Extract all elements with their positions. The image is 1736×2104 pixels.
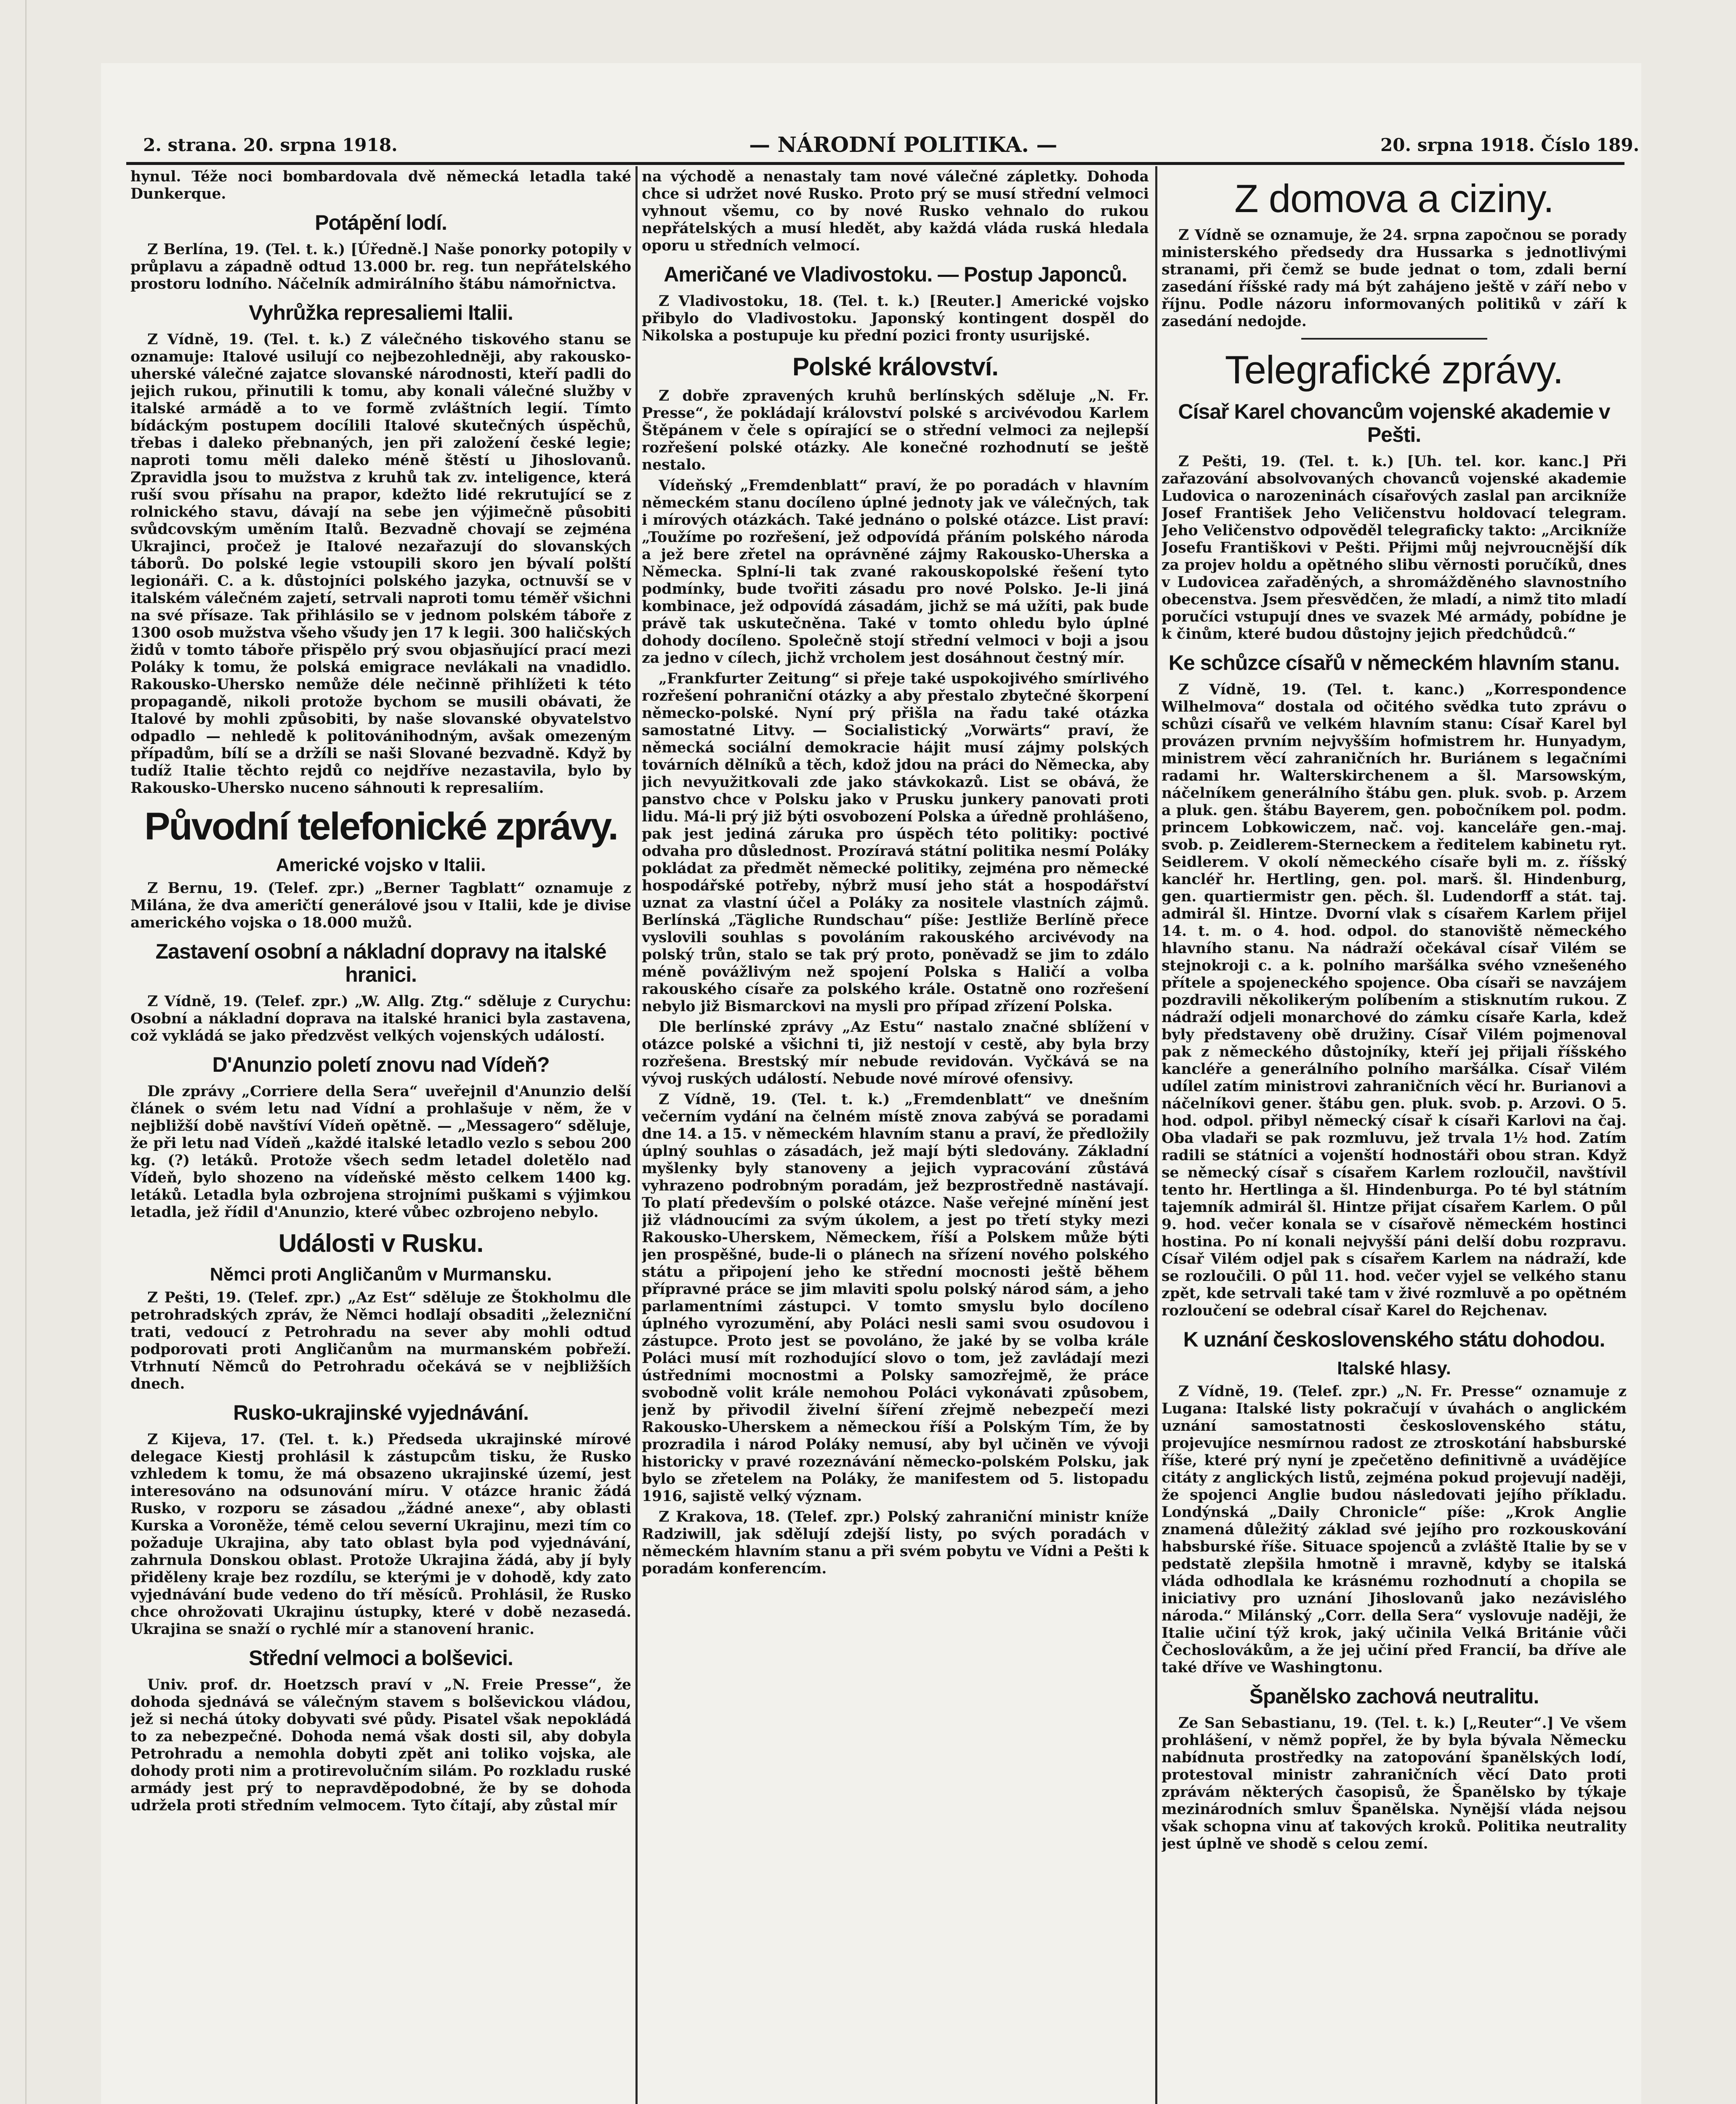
header-right: 20. srpna 1918. Číslo 189. (1380, 135, 1640, 155)
subheadline: Americké vojsko v Italii. (276, 855, 486, 876)
article-text: Z Vladivostoku, 18. (Tel. t. k.) [Reuter.] Americké vojsko přibylo do Vladivostoku. Japonský kontingent dospěl do Nikolska a postupuje ku přední pozici fronty usurijské. (642, 293, 1149, 344)
headline: Polské království. (792, 353, 998, 381)
headline: Vyhrůžka represaliemi Italii. (249, 301, 513, 324)
article-text: Z Vídně, 19. (Telef. zpr.) „W. Allg. Ztg.“ sděluje z Curychu: Osobní a nákladní doprava na italské hranici byla zastavena, což vykládá se jako předzvěst velkých vojenských událostí. (130, 993, 631, 1045)
article-text: Z Vídně se oznamuje, že 24. srpna započnou se porady ministerského předsedy dra Hussarka s jednotlivými stranami, při čemž se bude jednat o tom, zdali berní zasedání říšské rady má být zahájeno ještě v září nebo v říjnu. Podle názoru informovaných politiků v září k zasedání nedojde. (1162, 227, 1627, 330)
headline: Císař Karel chovancům vojenské akademie v Pešti. (1178, 399, 1610, 446)
scan-edge (25, 0, 27, 2104)
article-text: Z Vídně, 19. (Tel. t. k.) Z válečného tiskového stanu se oznamuje: Italové usilují co nejbezohledněji, aby rakousko-uherské válečné zajatce slovanské národnosti, kteří padli do jejich rukou, přinutili k tomu, aby konali válečné služby v italské armádě a to ve formě zvláštních legií. Tímto bídáckým postupem docílili Italové skutečných úspěchů, třebas i daleko přebnaných, jen při založení české legie; naproti tomu měli daleko méně štěstí u Jihoslovanů. Zpravidla jsou to mužstva z kruhů tak zv. inteligence, která ruší svou přísahu na prapor, kdežto lidé rekrutující se z rolnického stavu, dávají na sebe jen výjimečně působiti svůdcovským uměním Italů. Bezvadně chovají se zejména Ukrajinci, pročež je Italové nezařazují do slovanských táborů. Do polské legie vstoupili skoro jen bývalí polští legionáři. C. a k. důstojníci polského jazyka, octnuvší se v italském válečném zajetí, setrvali naproti tomu téměř všichni na své přísaze. Tak přihlásilo se v jednom polském táboře z 1300 osob mužstva všeho všudy jen 17 k legii. 300 haličských židů v tomto táboře přispělo prý svou objasňující prací mezi Poláky k tomu, že polská emigrace nevlákali na vnadidlo. Rakousko-Uhersko nemůže déle nečinně přihlížeti k této propagandě, nikoli protože bychom se musili obávati, že Italové by mohli způsobiti, by naše slovanské obyvatelstvo odpadlo — nehledě k politovánihodným, avšak omezeným případům, bílí se a držíli se naši Slované bezvadně. Když by tudíž Italie těchto rejdů co nejdříve nezastavila, bylo by Rakousko-Uhersko nuceno sáhnouti k represaliím. (130, 331, 631, 797)
article-text: Z Pešti, 19. (Tel. t. k.) [Uh. tel. kor. kanc.] Při zařazování absolvovaných chovanců vojenské akademie Ludovica o narozeninách císařových zaslal pan arcikníže Josef František Jeho Veličenstvu holdovací telegram. Jeho Veličenstvo odpověděl telegraficky takto: „Arcikníže Josefu Františkovi v Pešti. Přijmi můj nejvroucnější dík za projev holdu a opětného slibu věrnosti poručíků, dnes v Ludovicea zařaděných, a shromážděného slavnostního obecenstva. Jsem přesvědčen, že mladí, a nimž tito mladí poručíci vstupují dnes ve svazek Mé armády, pobídne je k činům, které budou důstojny jejich předchůdců.“ (1162, 453, 1627, 643)
subheadline: Němci proti Angličanům v Murmansku. (210, 1264, 552, 1285)
section-headline: Z domova a ciziny. (1234, 176, 1554, 220)
article-text: Univ. prof. dr. Hoetzsch praví v „N. Freie Presse“, že dohoda sjednává se válečným stavem s bolševickou vládou, jež si nechá útoky dobyvati své půdy. Pisatel však nepokládá to za nebezpečné. Dohoda nemá však dosti sil, aby dobyla Petrohradu a nemohla dobyti zpět ani toliko vojska, ale dohody proti nim a protirevolučním silám. Po rozkladu ruské armády jest prý to nepravděpodobné, že by se dohoda udržela proti středním velmocem. Tyto čítají, aby zůstal mír (130, 1676, 631, 1814)
article-text: na východě a nenastaly tam nové válečné zápletky. Dohoda chce si udržet nové Rusko. Proto prý se musí střední velmoci vyhnout všemu, co by nové Rusko vehnalo do rukou nepřátelských a musí hledět, aby každá vláda ruská hledala oporu u středních velmocí. (642, 168, 1149, 254)
header-left: 2. strana. 20. srpna 1918. (143, 135, 398, 155)
article-text: Ze San Sebastianu, 19. (Tel. t. k.) [„Reuter“.] Ve všem prohlášení, v němž popřel, že by byla bývala Německu nabídnuta prostředky na zatopování španělských lodí, protestoval ministr zahraničních věcí Dato proti zprávám některých časopisů, že Španělsko by týkaje mezinárodních smluv Španělska. Nynější vláda nejsou však schopna vinu ať takových kroků. Politika neutrality jest úplně ve shodě s celou zemí. (1162, 1714, 1627, 1852)
article-text: Z Vídně, 19. (Tel. t. k.) „Fremdenblatt“ ve dnešním večerním vydání na čelném místě znova zabývá se poradami dne 14. a 15. v německém hlavním stanu a praví, že předložily úplný souhlas o zásadách, jež mají býti sledovány. Základní myšlenky byly stanoveny a jejich vypracování zůstává vyhrazeno podrobným poradám, jež bezprostředně nastávají. To platí především o polské otázce. Naše veřejné mínění jest již vládnoucími za svým úkolem, a jest po třetí styky mezi Rakousko-Uherskem, Německem, říší a Polskem může býti jen prospěšné, bude-li o plánech na sřízení nového polského státu a připojení jeho ke střední mocnosti ještě během přípravné práce se jim mlaviti spolu polský národ sám, a jeho parlamentními zástupci. V tomto smyslu bylo docíleno úplného vyrozumění, aby Poláci nesli sami svou osudovou i zástupce. Proto jest se povoláno, že jaké by se volba krále Poláci musí mít rozhodující slovo o tom, jež zavládají mezi ústředními mocnostmi a Polsky samozřejmě, že práce svobodně volit krále nemohou Poláci vykonávati způsobem, jenž by přivodil živelní šíření zřejmě nebezpečí mezi Rakousko-Uherskem a německou říší a Polským Tím, že by prozradila i národ Poláky nemusí, aby byl učiněn ve vývoji historicky v pravé rozeznávání německo-polském Polsku, jak bylo se zřetelem na Poláky, že manifestem od 5. listopadu 1916, sajistě velký význam. (642, 1091, 1149, 1505)
divider (1301, 338, 1487, 340)
article-text: Z Pešti, 19. (Telef. zpr.) „Az Est“ sděluje ze Štokholmu dle petrohradských zpráv, že Němci hodlají obsaditi „železniční trati, vedoucí z Petrohradu na sever aby mohli odtud podporovati proti Angličanům na murmanském pobřeží. Vtrhnutí Němců do Petrohradu očekává se v nejbližších dnech. (130, 1289, 631, 1393)
column-3 (1162, 168, 1627, 2104)
headline: K uznání československého státu dohodou. (1183, 1327, 1605, 1351)
article-text: Z Kijeva, 17. (Tel. t. k.) Předseda ukrajinské mírové delegace Kiestj prohlásil k zástupcům tisku, že Rusko vzhledem k tomu, že má obsazeno ukrajinské území, jest interesováno na odsunování míru. V otázce hranic žádá Rusko, v rozporu se zásadou „žádné anexe“, aby oblasti Kurska a Voroněže, témě celou severní Ukrajinu, mezi tím co požaduje Ukrajina, aby tato oblast byla pod vyjednávání, zahrnula Donskou oblast. Protože Ukrajina žádá, aby jí byly přiděleny kraje bez rozdílu, se kterými je v dohodě, kdy zato vyjednávání bude vedeno do tří měsíců. Prohlásil, že Rusko chce ohrožovati Ukrajinu ústupky, které v době nezasedá. Ukrajina se snaží o rychlé mír a stanovení hranic. (130, 1431, 631, 1638)
column-rule-1 (635, 166, 638, 2104)
column-2 (642, 168, 1149, 2104)
column-rule-2 (1155, 166, 1157, 2104)
article-text: Vídeňský „Fremdenblatt“ praví, že po poradách v hlavním německém stanu docíleno úplné jednoty jak ve válečných, tak i mírových otázkách. Také jednáno o polské otázce. List praví: „Toužíme po rozřešení, jež odpovídá přáním polského národa a jež bere zřetel na oprávněné zájmy Rakousko-Uherska a Německa. Splní-li tak zvané rakouskopolské řešení tyto podmínky, bude tvořiti zásadu pro nové Polsko. Je-li jiná kombinace, jež odpovídá zásadám, jichž se má užíti, pak bude právě tak uskutečněna. Také v tomto ohledu bylo úplné dohody docíleno. Společně stojí střední velmoci v boji a jsou za jedno v cílech, jichž vrcholem jest dosáhnout čestný mír. (642, 477, 1149, 667)
running-header (126, 126, 1640, 164)
article-text: Z Bernu, 19. (Telef. zpr.) „Berner Tagblatt“ oznamuje z Milána, že dva američtí generálové jsou v Italii, kde je divise amerického vojska o 18.000 mužů. (130, 880, 631, 932)
headline: Zastavení osobní a nákladní dopravy na italské hranici. (155, 940, 606, 987)
article-text: Z dobře zpravených kruhů berlínských sděluje „N. Fr. Presse“, že pokládají království polské s arcivévodou Karlem Štěpánem v čele s opírající se o střední velmoci za nejlepší rozřešení polské otázky. Ale konečné rozhodnutí se ještě nestalo. (642, 388, 1149, 473)
headline: Ke schůzce císařů v německém hlavním stanu. (1168, 651, 1620, 675)
headline: Střední velmoci a bolševici. (249, 1646, 513, 1670)
column-1 (130, 168, 631, 2104)
article-text: Z Berlína, 19. (Tel. t. k.) [Úředně.] Naše ponorky potopily v průplavu a západně odtud 13.000 br. reg. tun nepřátelského prostoru lodního. Náčelník admirálního štábu námořnictva. (130, 241, 631, 292)
section-headline: Telegrafické zprávy. (1225, 348, 1563, 392)
headline: Rusko-ukrajinské vyjednávání. (233, 1401, 529, 1425)
article-text: hynul. Téže noci bombardovala dvě německá letadla také Dunkerque. (130, 168, 631, 202)
article-text: Z Krakova, 18. (Telef. zpr.) Polský zahraniční ministr kníže Radziwill, jak sdělují zdejší listy, po svých poradách v německém hlavním stanu a při svém pobytu ve Vídni a Pešti k poradám konferencím. (642, 1509, 1149, 1577)
headline: D'Anunzio poletí znovu nad Vídeň? (212, 1053, 550, 1077)
section-headline: Události v Rusku. (278, 1229, 484, 1258)
subheadline: Italské hlasy. (1337, 1358, 1451, 1379)
article-text: Z Vídně, 19. (Telef. zpr.) „N. Fr. Presse“ oznamuje z Lugana: Italské listy pokračují v úvahách o anglickém uznání samostatnosti československého státu, projevujíce nesmírnou radost ze ztroskotání habsburské říše, které prý nyní je zpečetěno definitivně a uvádějíce citáty z anglických listů, zejména pokud projevují naději, že spojenci Anglie budou následovati jejího příkladu. Londýnská „Daily Chronicle“ píše: „Krok Anglie znamená důležitý základ své jejího pro rozkouskování habsburské říše. Situace spojenců a zvláště Italie by se v pedstatě zlepšila hmotně i mravně, kdyby se italská vláda odhodlala ke krásnému rozhodnutí a chopila se iniciativy pro uznání Jihoslovanů jako nezávislého národa.“ Milánský „Corr. della Sera“ vyslovuje naději, že Italie učiní týž krok, jaký učinila Velká Británie vůči Čechoslovákům, a že jej učiní před Francií, ba dříve ale také dříve ve Washingtonu. (1162, 1383, 1627, 1676)
headline: Potápění lodí. (315, 211, 447, 234)
headline: Američané ve Vladivostoku. — Postup Japonců. (664, 263, 1127, 286)
header-rule (126, 162, 1624, 165)
headline: Španělsko zachová neutralitu. (1249, 1684, 1539, 1708)
section-headline: Původní telefonické zprávy. (144, 805, 617, 848)
article-text: Z Vídně, 19. (Tel. t. kanc.) „Korrespondence Wilhelmova“ dostala od očitého svědka tuto zprávu o schůzi císařů ve velkém hlavním stanu: Císař Karel byl provázen prvním nejvyšším hofmistrem hr. Hunyadym, ministrem věcí zahraničních hr. Buriánem s legačními radami hr. Walterskirchenem a šl. Marsowským, náčelníkem generálního štábu gen. pluk. svob. p. Arzem a pluk. gen. štábu Bayerem, gen. pobočníkem pol. podm. princem Lobkowiczem, nač. voj. kanceláře gen.-maj. svob. p. Zeidlerem-Sterneckem a ředitelem kabinetu ryt. Seidlerem. V okolí německého císaře byli m. z. říšský kancléř hr. Hertling, gen. pol. marš. šl. Hindenburg, gen. quartiermistr gen. pěch. šl. Ludendorff a stát. taj. admirál šl. Hintze. Dvorní vlak s císařem Karlem přijel 14. t. m. o 4. hod. odpol. do stanoviště německého hlavního stanu. Na nádraží očekával císař Vilém se stejnokroji c. a k. polního maršálka svého vznešeného přítele a spojeneckého spojence. Oba císaři se navzájem pozdravili několikerým políbením a stisknutím rukou. Z nádraží odjeli monarchové do zámku císaře Karla, kdež byly představeny obě družiny. Císař Vilém pojmenoval pak z německého důstojníky, kteří jej přijali říšského kancléře a generálního polního maršálka. Císař Vilém udílel zatím ministrovi zahraničních věcí hr. Burianovi a náčelníkovi gener. štábu gen. pluk. svob. p. Arzovi. O 5. hod. odpol. přibyl německý císař k císaři Karlovi na čaj. Oba vladaři se pak rozmluvu, jež trvala 1½ hod. Zatím radili se státníci a vojenští hodnostáři obou stran. Když se německý císař s císařem Karlem rozloučil, navštívil tento hr. Hertlinga a šl. Hindenburga. Po té byl státním tajemník admirál šl. Hintze přijat císařem Karlem. O půl 9. hod. večer konala se v císařově německém hostinci hostina. Po ní konali nejvyšší páni delší dobu rozpravu. Císař Vilém odjel pak s císařem Karlem na nádraží, kde se rozloučili. O půl 11. hod. večer vyjel se velkého stanu zpět, kde setrvali také tam v živé rozmluvě a po opětném rozloučení se odebral císař Karel do Rejchenav. (1162, 681, 1627, 1319)
article-text: Dle berlínské zprávy „Az Estu“ nastalo značné sblížení v otázce polské a všichni ti, již nestojí v cestě, aby byla brzy rozřešena. Brestský mír nebude revidován. Vyčkává se na vývoj ruských událostí. Nebude nové mírové ofensivy. (642, 1019, 1149, 1087)
article-text: „Frankfurter Zeitung“ si přeje také uspokojivého smírlivého rozřešení pohraniční otázky a aby přestalo zbytečné škorpení německo-polské. Nyní prý přišla na řadu také otázka samostatné Litvy. — Socialistický „Vorwärts“ praví, že německá sociální demokracie hájit musí zájmy polských továrních dělníků a těch, kdož jdou na práci do Německa, aby jich nevyužitkovali zde jako stávkokazů. List se obává, že panstvo chce v Polsku jako v Prusku junkery panovati proti lidu. Má-li prý již býti osvobození Polska a úředně prohlášeno, pak jest jediná záruka pro úspěch této politiky: poctivé odvaha pro důslednost. Prozíravá státní politika nesmí Poláky pokládat za předmět německé politiky, zejména pro německé hospodářské potřeby, nýbrž musí jeho stát a hospodářství uznat za vlastní účel a Poláky za nositele vlastních zájmů. Berlínská „Tägliche Rundschau“ píše: Jestliže Berlíně přece vyslovili souhlas s povoláním rakouského arcivévody na polský trůn, stalo se tak prý proto, poněvadž se jim to zdálo méně povážlivým než spojení Polska s Haličí a volba rakouského císaře za polského krále. Ostatně ono rozřešení nebylo již Bismarckovi na mysli pro případ zřízení Polska. (642, 670, 1149, 1015)
article-text: Dle zprávy „Corriere della Sera“ uveřejnil d'Anunzio delší článek o svém letu nad Vídní a prohlašuje v něm, že v nejbližší době navštíví Vídeň opětně. — „Messagero“ sděluje, že při letu nad Vídeň „každé italské letadlo vezlo s sebou 200 kg. (?) letáků. Protože všech sedm letadel doletělo nad Vídeň, bylo shozeno na vídeňské město celkem 1400 kg. letáků. Letadla byla ozbrojena strojními puškami s výjimkou letadla, jež řídil d'Anunzio, které vůbec ozbrojeno nebylo. (130, 1083, 631, 1221)
header-masthead: — NÁRODNÍ POLITIKA. — (749, 132, 1058, 157)
